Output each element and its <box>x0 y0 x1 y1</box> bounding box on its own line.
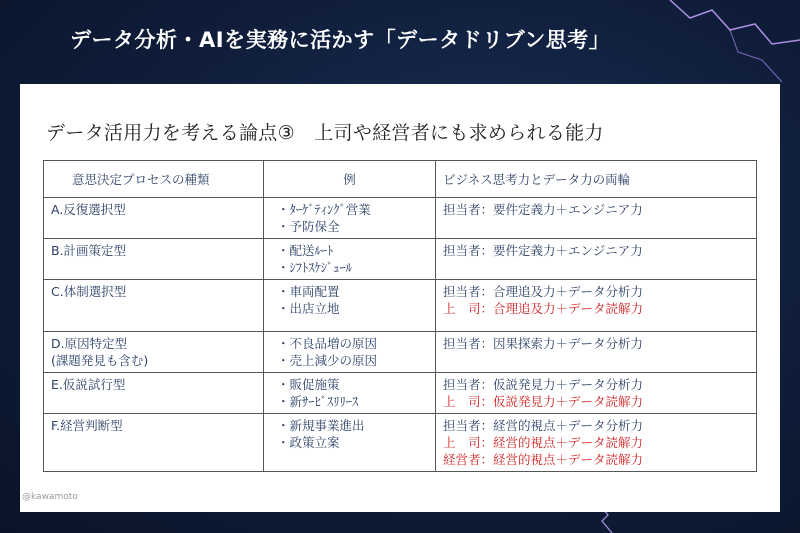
process-type-text: E.仮説試行型 <box>51 377 126 392</box>
cell-process-type <box>44 414 264 472</box>
cell-skills <box>436 198 757 239</box>
skill-text: 担当者：要件定義力＋エンジニア力 <box>443 202 643 217</box>
skill-text: 担当者：因果探索力＋データ分析力 <box>443 336 644 351</box>
example-text: ・販促施策 <box>277 377 340 392</box>
process-type-text: A.反復選択型 <box>51 202 126 217</box>
cell-process-type <box>44 280 264 332</box>
slide-title: データ活用力を考える論点③ 上司や経営者にも求められる能力 <box>46 122 604 144</box>
slide-card <box>20 84 780 512</box>
example-text: ・配送ﾙｰﾄ <box>277 243 334 258</box>
cell-skills <box>436 239 757 280</box>
skill-text: 上 司：経営的視点＋データ読解力 <box>443 435 644 450</box>
example-text: ・売上減少の原因 <box>277 353 378 368</box>
cell-process-type <box>44 198 264 239</box>
cell-examples <box>264 373 436 414</box>
skill-text: 担当者：要件定義力＋エンジニア力 <box>443 243 643 258</box>
skill-text: 経営者：経営的視点＋データ読解力 <box>443 452 644 467</box>
table-row <box>44 332 757 373</box>
cell-examples <box>264 198 436 239</box>
decision-process-table <box>43 160 757 472</box>
cell-examples <box>264 239 436 280</box>
process-type-text: B.計画策定型 <box>51 243 127 258</box>
skill-text: 上 司：仮説発見力＋データ読解力 <box>443 394 644 409</box>
cell-examples <box>264 414 436 472</box>
cell-skills <box>436 414 757 472</box>
cell-process-type <box>44 373 264 414</box>
skill-text: 担当者：合理追及力＋データ分析力 <box>443 284 644 299</box>
example-text: ・車両配置 <box>277 284 340 299</box>
cell-process-type <box>44 239 264 280</box>
cell-process-type <box>44 332 264 373</box>
table-row <box>44 239 757 280</box>
skill-text: 担当者：経営的視点＋データ分析力 <box>443 418 644 433</box>
example-text: ・不良品増の原因 <box>277 336 378 351</box>
table-row <box>44 414 757 472</box>
cell-examples <box>264 332 436 373</box>
example-text: ・出店立地 <box>277 301 340 316</box>
example-text: ・政策立案 <box>277 435 340 450</box>
lightning-decoration-top <box>650 0 800 90</box>
table-row <box>44 373 757 414</box>
process-type-text: D.原因特定型 <box>51 336 128 351</box>
column-header-skills: ビジネス思考力とデータ力の両輪 <box>436 161 757 198</box>
cell-skills <box>436 280 757 332</box>
example-text: ・ﾀｰｹﾞﾃｨﾝｸﾞ営業 <box>277 202 371 217</box>
example-text: ・予防保全 <box>277 219 340 234</box>
table-header-row <box>44 161 757 198</box>
process-type-text: F.経営判断型 <box>51 418 123 433</box>
column-header-example: 例 <box>264 161 436 198</box>
table-row <box>44 280 757 332</box>
skill-text: 担当者：仮説発見力＋データ分析力 <box>443 377 644 392</box>
skill-text: 上 司：合理追及力＋データ読解力 <box>443 301 644 316</box>
column-header-type: 意思決定プロセスの種類 <box>44 161 264 198</box>
cell-skills <box>436 332 757 373</box>
footer-credit: @kawamoto <box>22 492 78 502</box>
cell-examples <box>264 280 436 332</box>
process-type-text: C.体制選択型 <box>51 284 127 299</box>
table-row <box>44 198 757 239</box>
example-text: ・新ｻｰﾋﾞｽﾘﾘｰｽ <box>277 394 359 409</box>
example-text: ・新規事業進出 <box>277 418 365 433</box>
example-text: ・ｼﾌﾄｽｹｼﾞｭｰﾙ <box>277 260 353 275</box>
header-title: データ分析・AIを実務に活かす「データドリブン思考」 <box>70 28 611 52</box>
process-type-text: (課題発見も含む) <box>51 353 149 368</box>
cell-skills <box>436 373 757 414</box>
